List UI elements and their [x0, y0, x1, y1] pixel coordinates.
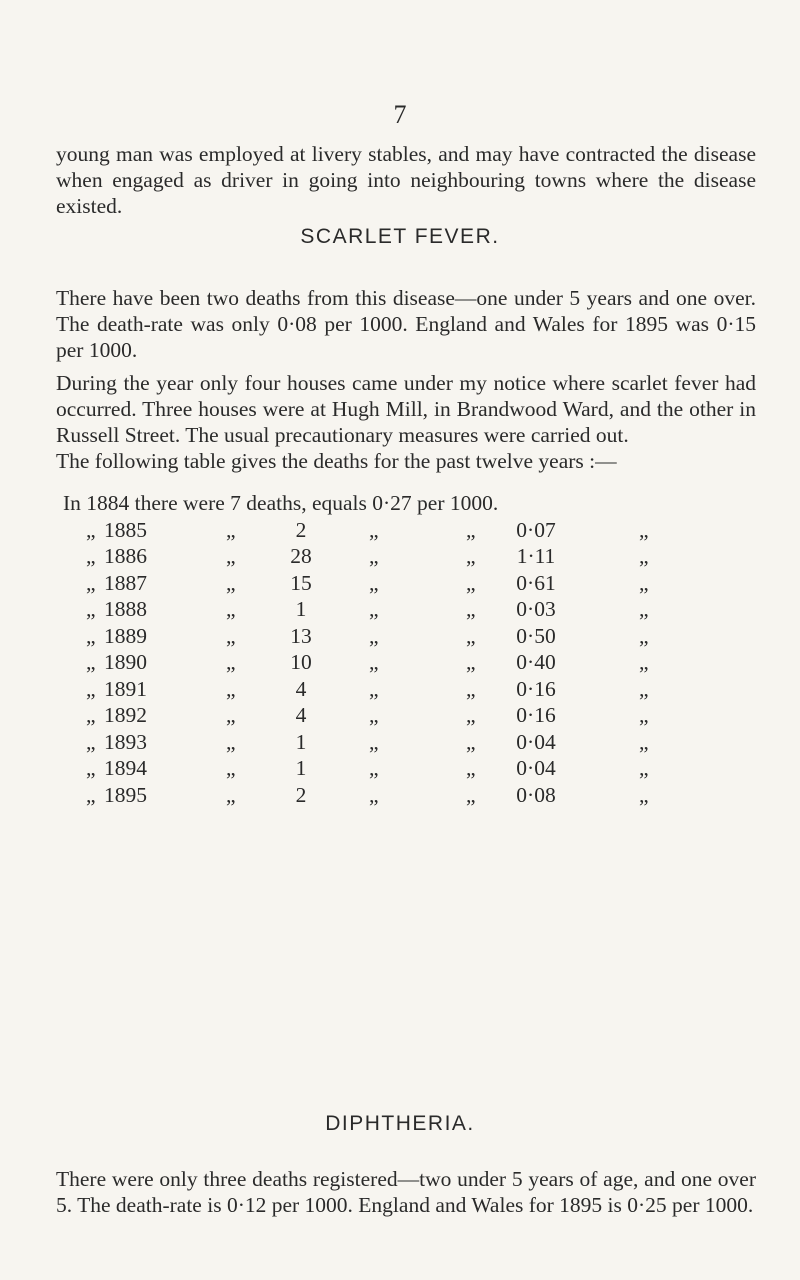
ditto-mark: „	[639, 729, 649, 754]
ditto-mark: „	[639, 756, 649, 780]
table-row	[56, 730, 766, 757]
table-body	[56, 518, 766, 810]
row-rate: 0·16	[516, 676, 556, 701]
row-deaths: 1	[295, 756, 307, 780]
row-deaths: 2	[295, 517, 307, 542]
ditto-mark: „	[369, 729, 379, 754]
row-year: 1893	[104, 729, 147, 754]
table-row	[56, 650, 766, 677]
ditto-mark: „	[369, 517, 379, 542]
ditto-mark: „	[86, 517, 96, 542]
ditto-mark: „	[369, 676, 379, 701]
table-row	[56, 677, 766, 704]
ditto-mark: „	[369, 597, 379, 621]
scarlet-fever-paragraph-3: The following table gives the deaths for the past twelve years :—	[56, 449, 617, 473]
row-year: 1891	[104, 676, 147, 701]
ditto-mark: „	[86, 703, 96, 727]
page-number: 7	[393, 100, 407, 129]
ditto-mark: „	[466, 729, 476, 754]
ditto-mark: „	[369, 782, 379, 807]
diphtheria-heading: DIPHTHERIA.	[325, 1112, 475, 1135]
ditto-mark: „	[226, 544, 236, 568]
row-rate: 0·03	[516, 597, 556, 621]
scarlet-fever-heading: SCARLET FEVER.	[300, 225, 500, 248]
table-first-line: In 1884 there were 7 deaths, equals 0·27 per 1000.	[63, 491, 499, 515]
ditto-mark: „	[369, 544, 379, 568]
ditto-mark: „	[86, 650, 96, 674]
ditto-mark: „	[466, 597, 476, 621]
ditto-mark: „	[639, 570, 649, 595]
ditto-mark: „	[369, 703, 379, 727]
ditto-mark: „	[226, 597, 236, 621]
ditto-mark: „	[466, 703, 476, 727]
row-deaths: 28	[290, 544, 312, 568]
row-rate: 0·04	[516, 756, 556, 780]
row-year: 1889	[104, 623, 147, 648]
ditto-mark: „	[466, 782, 476, 807]
row-rate: 0·04	[516, 729, 556, 754]
ditto-mark: „	[639, 703, 649, 727]
ditto-mark: „	[86, 544, 96, 568]
row-rate: 0·50	[516, 623, 556, 648]
ditto-mark: „	[466, 517, 476, 542]
table-row	[56, 756, 766, 783]
ditto-mark: „	[86, 676, 96, 701]
row-deaths: 1	[295, 597, 307, 621]
row-rate: 0·40	[516, 650, 556, 674]
ditto-mark: „	[369, 650, 379, 674]
ditto-mark: „	[466, 544, 476, 568]
ditto-mark: „	[466, 650, 476, 674]
ditto-mark: „	[226, 517, 236, 542]
row-year: 1888	[104, 597, 147, 621]
ditto-mark: „	[639, 623, 649, 648]
row-rate: 0·07	[516, 517, 556, 542]
row-deaths: 4	[295, 676, 307, 701]
ditto-mark: „	[226, 756, 236, 780]
ditto-mark: „	[369, 570, 379, 595]
table-row	[56, 544, 766, 571]
ditto-mark: „	[86, 597, 96, 621]
row-deaths: 15	[290, 570, 312, 595]
table-row	[56, 518, 766, 545]
ditto-mark: „	[226, 703, 236, 727]
ditto-mark: „	[226, 570, 236, 595]
ditto-mark: „	[369, 623, 379, 648]
row-deaths: 10	[290, 650, 312, 674]
scarlet-fever-deaths-table	[56, 491, 766, 809]
ditto-mark: „	[639, 544, 649, 568]
ditto-mark: „	[466, 676, 476, 701]
table-row	[56, 783, 766, 810]
row-year: 1895	[104, 782, 147, 807]
row-rate: 0·61	[516, 570, 556, 595]
row-deaths: 4	[295, 703, 307, 727]
ditto-mark: „	[639, 676, 649, 701]
ditto-mark: „	[86, 623, 96, 648]
ditto-mark: „	[466, 570, 476, 595]
row-year: 1885	[104, 517, 147, 542]
row-deaths: 13	[290, 623, 312, 648]
row-year: 1890	[104, 650, 147, 674]
ditto-mark: „	[639, 597, 649, 621]
ditto-mark: „	[369, 756, 379, 780]
table-row	[56, 703, 766, 730]
ditto-mark: „	[226, 729, 236, 754]
scarlet-fever-paragraph-1: There have been two deaths from this disease—one under 5 years and one over. The death-rate was only 0·08 per 1000. England and Wales for 1895 was 0·15 per 1000.	[56, 286, 756, 362]
row-rate: 0·16	[516, 703, 556, 727]
table-row	[56, 624, 766, 651]
intro-paragraph: young man was employed at livery stables, and may have contracted the disease when engaged as driver in going into neighbouring towns where the disease existed.	[56, 142, 756, 218]
row-deaths: 2	[295, 782, 307, 807]
ditto-mark: „	[639, 782, 649, 807]
ditto-mark: „	[226, 650, 236, 674]
ditto-mark: „	[226, 676, 236, 701]
ditto-mark: „	[639, 517, 649, 542]
table-row	[56, 571, 766, 598]
row-rate: 1·11	[516, 544, 556, 568]
row-deaths: 1	[295, 729, 307, 754]
table-first-row	[56, 491, 766, 518]
ditto-mark: „	[86, 782, 96, 807]
row-year: 1886	[104, 544, 147, 568]
row-year: 1887	[104, 570, 147, 595]
diphtheria-paragraph: There were only three deaths registered—two under 5 years of age, and one over 5. The death-rate is 0·12 per 1000. England and Wales for 1895 is 0·25 per 1000.	[56, 1167, 756, 1217]
row-year: 1894	[104, 756, 147, 780]
ditto-mark: „	[86, 756, 96, 780]
ditto-mark: „	[86, 729, 96, 754]
ditto-mark: „	[639, 650, 649, 674]
scarlet-fever-paragraph-2: During the year only four houses came under my notice where scarlet fever had occurred. Three houses were at Hugh Mill, in Brandwood Ward, and the other in Russell Street. The usual precautionary measures were carried out.	[56, 371, 756, 447]
ditto-mark: „	[86, 570, 96, 595]
table-row	[56, 597, 766, 624]
row-rate: 0·08	[516, 782, 556, 807]
ditto-mark: „	[226, 782, 236, 807]
row-year: 1892	[104, 703, 147, 727]
ditto-mark: „	[466, 756, 476, 780]
ditto-mark: „	[466, 623, 476, 648]
ditto-mark: „	[226, 623, 236, 648]
